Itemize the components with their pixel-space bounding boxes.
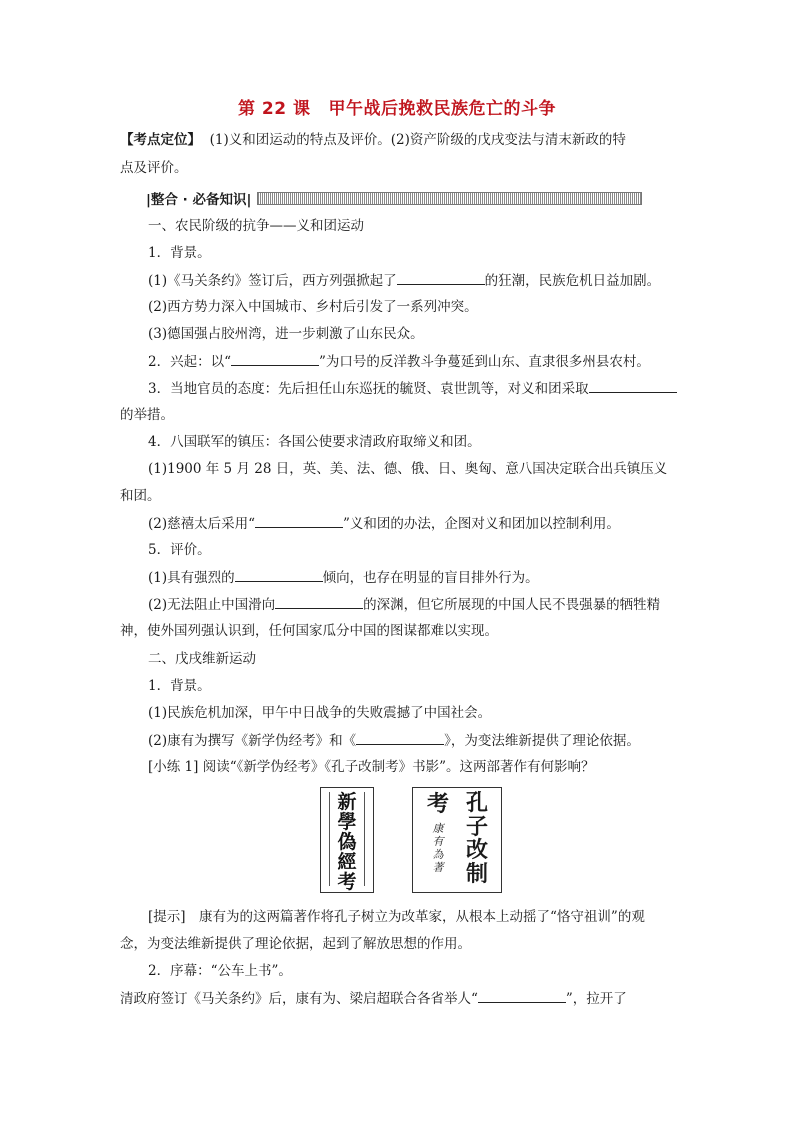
- fill-blank[interactable]: [478, 988, 566, 1003]
- part2-prelude: 清政府签订《马关条约》后，康有为、梁启超联合各省举人“ ”，拉开了: [120, 988, 680, 1009]
- part2-bg-2: (2)康有为撰写《新学伪经考》和《 》，为变法维新提供了理论依据。: [148, 730, 680, 751]
- part1-suppress-1-cont: 和团。: [120, 488, 161, 504]
- lesson-number: 第 22 课: [238, 99, 311, 119]
- part2-heading: 二、戊戌维新运动: [148, 651, 256, 667]
- lesson-title: [0, 94, 794, 119]
- part1-bg-3: (3)德国强占胶州湾，进一步刺激了山东民众。: [148, 326, 424, 342]
- part2-prelude-title: 2．序幕：“公车上书”。: [148, 963, 292, 979]
- book2-author-char: 康: [432, 822, 444, 835]
- fill-blank[interactable]: [356, 730, 444, 745]
- fill-blank[interactable]: [275, 594, 363, 609]
- part1-attitude-cont: 的举措。: [120, 407, 174, 423]
- book1-char: 新: [337, 791, 357, 813]
- kaodian-line-2: 点及评价。: [120, 160, 188, 176]
- book1-char: 偽: [337, 831, 357, 853]
- book2-title-char: 孔: [465, 790, 488, 817]
- part2-bg-title: 1．背景。: [148, 678, 211, 694]
- book2-right-column: [459, 792, 495, 886]
- book2-left-column: [423, 792, 453, 886]
- part1-eval-2-cont: 神，使外国列强认识到，任何国家瓜分中国的图谋都难以实现。: [120, 623, 498, 639]
- kaodian-label: 【考点定位】: [120, 132, 201, 148]
- book2-author-char: 為: [432, 848, 444, 861]
- part1-suppress-title: 4．八国联军的镇压：各国公使要求清政府取缔义和团。: [148, 434, 481, 450]
- book2-author-char: 有: [432, 835, 444, 848]
- book1-text-column: [329, 791, 365, 893]
- section-header-hatch: [257, 192, 642, 205]
- part1-eval-1: (1)具有强烈的 倾向，也存在明显的盲目排外行为。: [148, 567, 680, 588]
- fill-blank[interactable]: [231, 351, 319, 366]
- part1-bg-title: 1．背景。: [148, 245, 211, 261]
- part1-attitude: 3．当地官员的态度：先后担任山东巡抚的毓贤、袁世凯等，对义和团采取: [148, 378, 680, 399]
- part1-bg-1: (1)《马关条约》签订后，西方列强掀起了 的狂潮，民族危机日益加剧。: [148, 270, 680, 291]
- lesson-name: 甲午战后挽救民族危亡的斗争: [328, 99, 556, 119]
- book2-author-char: 著: [432, 861, 444, 874]
- kaodian-line-1: 【考点定位】 (1)义和团运动的特点及评价。(2)资产阶级的戊戌变法与清末新政的特: [120, 132, 626, 148]
- section-header-bar: [146, 188, 642, 208]
- book-cover-kongzi-gaizhi-kao: [412, 787, 502, 893]
- part1-rise: 2．兴起：以“ ”为口号的反洋教斗争蔓延到山东、直隶很多州县农村。: [148, 351, 680, 372]
- part1-suppress-2: (2)慈禧太后采用“ ”义和团的办法，企图对义和团加以控制利用。: [148, 513, 680, 534]
- book1-char: 學: [337, 811, 357, 833]
- book1-char: 經: [337, 851, 357, 873]
- part1-heading: 一、农民阶级的抗争——义和团运动: [148, 218, 364, 234]
- part1-bg-2: (2)西方势力深入中国城市、乡村后引发了一系列冲突。: [148, 299, 478, 315]
- fill-blank[interactable]: [589, 378, 677, 393]
- book1-char: 考: [337, 871, 357, 893]
- part1-eval-2: (2)无法阻止中国滑向 的深渊，但它所展现的中国人民不畏强暴的牺牲精: [148, 594, 680, 615]
- part2-hint-cont: 念，为变法维新提供了理论依据，起到了解放思想的作用。: [120, 936, 471, 952]
- book2-title-char: 改: [465, 837, 488, 864]
- book2-title-char: 子: [465, 813, 488, 840]
- fill-blank[interactable]: [235, 567, 323, 582]
- book2-title-char: 制: [465, 860, 488, 887]
- section-header-label: |整合 · 必备知识|: [146, 192, 252, 208]
- book2-kao-char: 考: [426, 791, 449, 817]
- part1-eval-title: 5．评价。: [148, 542, 211, 558]
- part2-bg-1: (1)民族危机加深，甲午中日战争的失败震撼了中国社会。: [148, 705, 492, 721]
- fill-blank[interactable]: [255, 513, 343, 528]
- part2-hint: [提示] 康有为的这两篇著作将孔子树立为改革家，从根本上动摇了“恪守祖训”的观: [148, 909, 645, 925]
- part1-suppress-1: (1)1900 年 5 月 28 日，英、美、法、德、俄、日、奥匈、意八国决定联合出兵镇压义: [148, 461, 668, 477]
- part2-exercise: [小练 1] 阅读“《新学伪经考》《孔子改制考》书影”。这两部著作有何影响？: [148, 759, 595, 775]
- fill-blank[interactable]: [397, 270, 485, 285]
- book-cover-xinxue-weijing-kao: [320, 787, 374, 893]
